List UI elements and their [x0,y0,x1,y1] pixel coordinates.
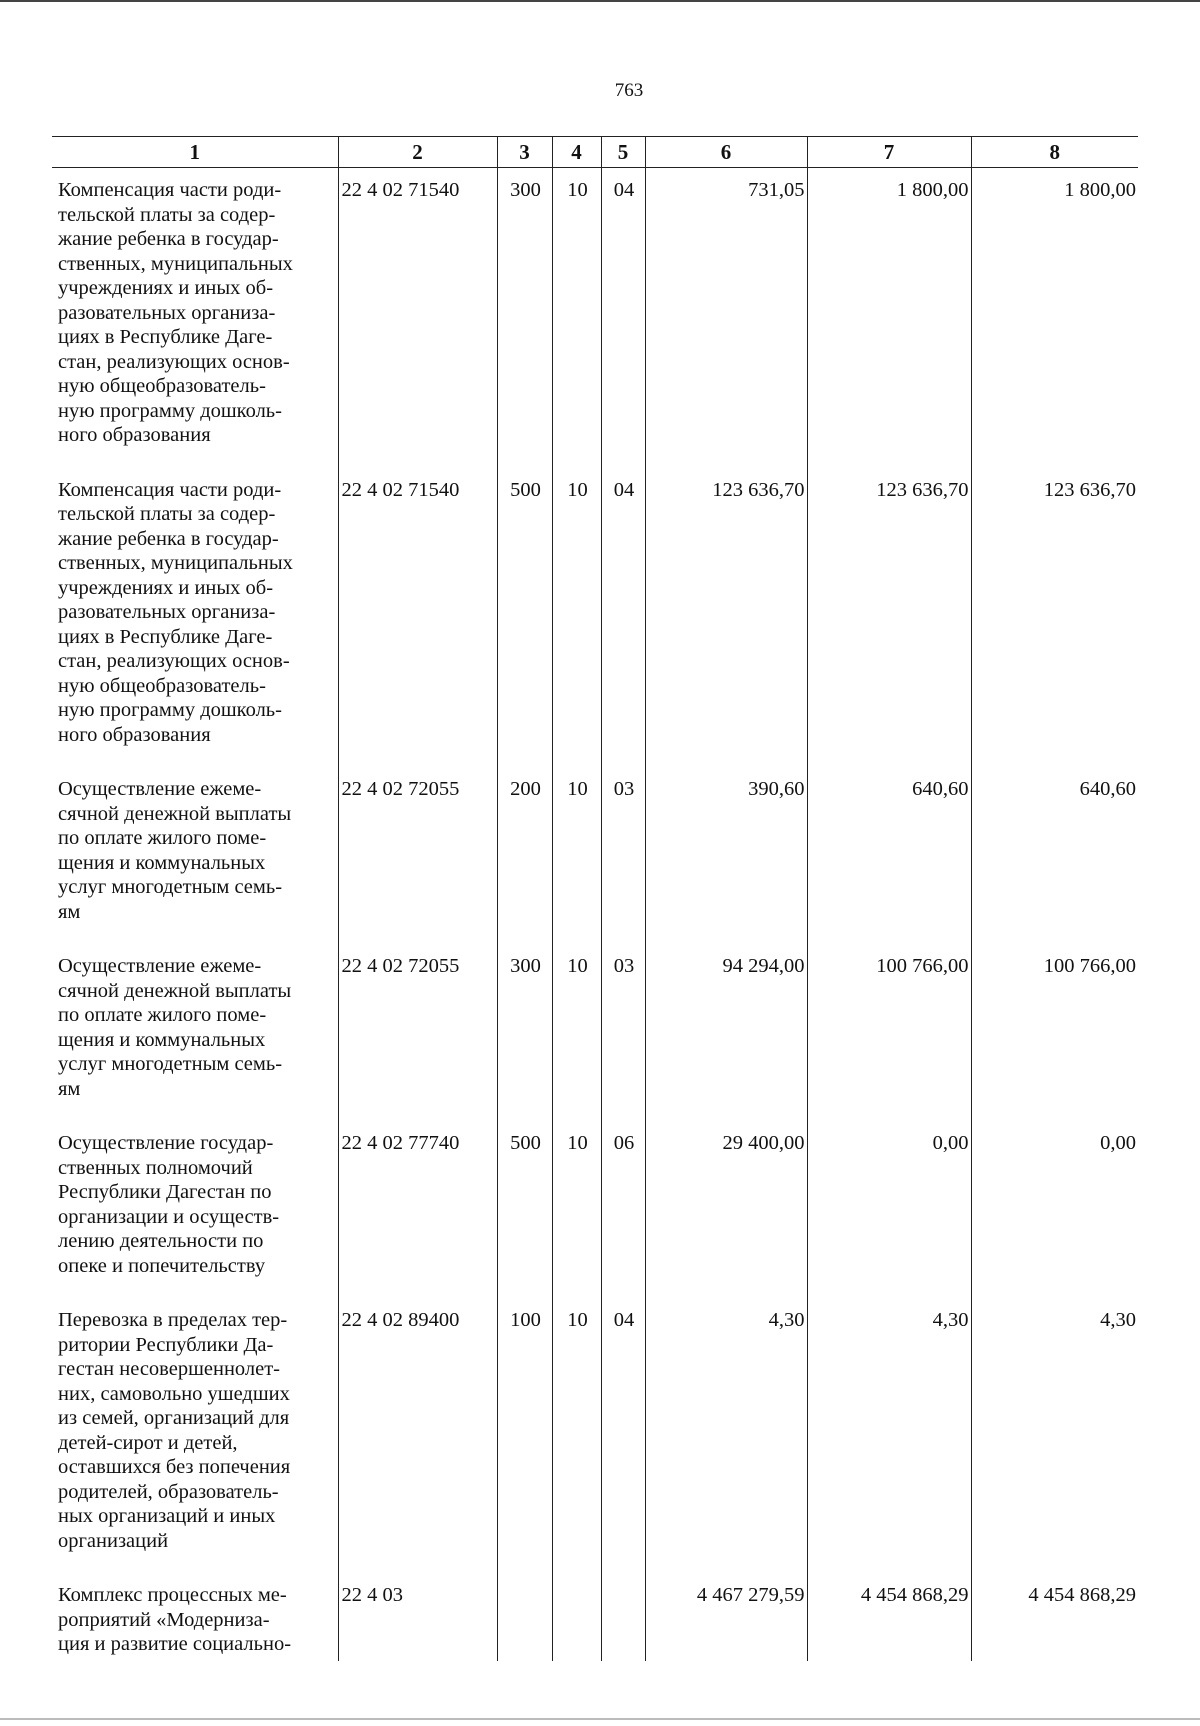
row-description [52,1573,338,1661]
row-description [52,1121,338,1298]
subsection-code: 04 [601,168,645,468]
section-code [552,1573,601,1661]
table-body [52,168,1138,1661]
target-code: 22 4 02 77740 [338,1121,497,1298]
expense-type: 300 [497,168,552,468]
row-description-text: Компенсация части роди- тельской платы за содер- жание ребенка в государ- ственных, муниципальных учреждениях и иных об- разовательных организа- циях в Республике Даге- стан, реализующих основ- ную общеобразователь- ную программу дошколь- ного образования [58,179,293,446]
table-header [52,137,1138,168]
table-row [52,168,1138,468]
amount-col7: 4,30 [807,1298,971,1573]
amount-col7: 0,00 [807,1121,971,1298]
column-header-1: 1 [52,137,338,168]
table-row [52,1298,1138,1573]
amount-col7: 640,60 [807,767,971,944]
row-description-text: Осуществление ежеме- сячной денежной выплаты по оплате жилого поме- щения и коммунальных услуг многодетным семь- ям [58,778,292,923]
amount-col7: 123 636,70 [807,468,971,768]
target-code: 22 4 02 89400 [338,1298,497,1573]
column-header-2: 2 [338,137,497,168]
target-code: 22 4 02 72055 [338,767,497,944]
amount-col6: 4 467 279,59 [645,1573,807,1661]
section-code: 10 [552,468,601,768]
row-description [52,767,338,944]
subsection-code: 06 [601,1121,645,1298]
section-code: 10 [552,168,601,468]
header-row [52,137,1138,168]
amount-col8: 123 636,70 [971,468,1138,768]
target-code: 22 4 02 72055 [338,944,497,1121]
table-row [52,767,1138,944]
table-row [52,944,1138,1121]
amount-col8: 4,30 [971,1298,1138,1573]
target-code: 22 4 02 71540 [338,468,497,768]
row-description [52,168,338,468]
amount-col6: 123 636,70 [645,468,807,768]
column-header-4: 4 [552,137,601,168]
subsection-code: 03 [601,944,645,1121]
column-header-6: 6 [645,137,807,168]
amount-col6: 29 400,00 [645,1121,807,1298]
amount-col8: 100 766,00 [971,944,1138,1121]
amount-col6: 94 294,00 [645,944,807,1121]
amount-col6: 390,60 [645,767,807,944]
section-code: 10 [552,944,601,1121]
expense-type: 500 [497,1121,552,1298]
section-code: 10 [552,1298,601,1573]
amount-col6: 731,05 [645,168,807,468]
row-description [52,468,338,768]
target-code: 22 4 03 [338,1573,497,1661]
column-header-8: 8 [971,137,1138,168]
amount-col6: 4,30 [645,1298,807,1573]
amount-col8: 0,00 [971,1121,1138,1298]
amount-col7: 4 454 868,29 [807,1573,971,1661]
scan-edge-bottom [0,1718,1200,1720]
column-header-7: 7 [807,137,971,168]
row-description [52,944,338,1121]
row-description-text: Перевозка в пределах тер- ритории Республики Да- гестан несовершеннолет- них, самовольно ушедших из семей, организаций для детей-сирот и детей, оставшихся без попечения родителей, образователь- ных организаций и иных организаций [58,1309,291,1552]
amount-col7: 100 766,00 [807,944,971,1121]
scan-edge-top [0,0,1200,2]
subsection-code: 04 [601,1298,645,1573]
expense-type [497,1573,552,1661]
amount-col8: 640,60 [971,767,1138,944]
subsection-code [601,1573,645,1661]
row-description-text: Осуществление государ- ственных полномочий Республики Дагестан по организации и осуществ- лению деятельности по опеке и попечительству [58,1132,280,1277]
subsection-code: 03 [601,767,645,944]
amount-col8: 1 800,00 [971,168,1138,468]
table-row [52,468,1138,768]
column-header-5: 5 [601,137,645,168]
page-number: 763 [614,80,644,101]
amount-col8: 4 454 868,29 [971,1573,1138,1661]
target-code: 22 4 02 71540 [338,168,497,468]
expense-type: 500 [497,468,552,768]
row-description-text: Осуществление ежеме- сячной денежной выплаты по оплате жилого поме- щения и коммунальных услуг многодетным семь- ям [58,955,292,1100]
table-row [52,1573,1138,1661]
row-description [52,1298,338,1573]
section-code: 10 [552,1121,601,1298]
subsection-code: 04 [601,468,645,768]
section-code: 10 [552,767,601,944]
expense-type: 100 [497,1298,552,1573]
budget-table [52,136,1138,1661]
table-row [52,1121,1138,1298]
expense-type: 200 [497,767,552,944]
column-header-3: 3 [497,137,552,168]
expense-type: 300 [497,944,552,1121]
row-description-text: Комплекс процессных ме- роприятий «Модерниза- ция и развитие социально- [58,1584,292,1655]
row-description-text: Компенсация части роди- тельской платы за содер- жание ребенка в государ- ственных, муниципальных учреждениях и иных об- разовательных организа- циях в Республике Даге- стан, реализующих основ- ную общеобразователь- ную программу дошколь- ного образования [58,478,293,746]
amount-col7: 1 800,00 [807,168,971,468]
